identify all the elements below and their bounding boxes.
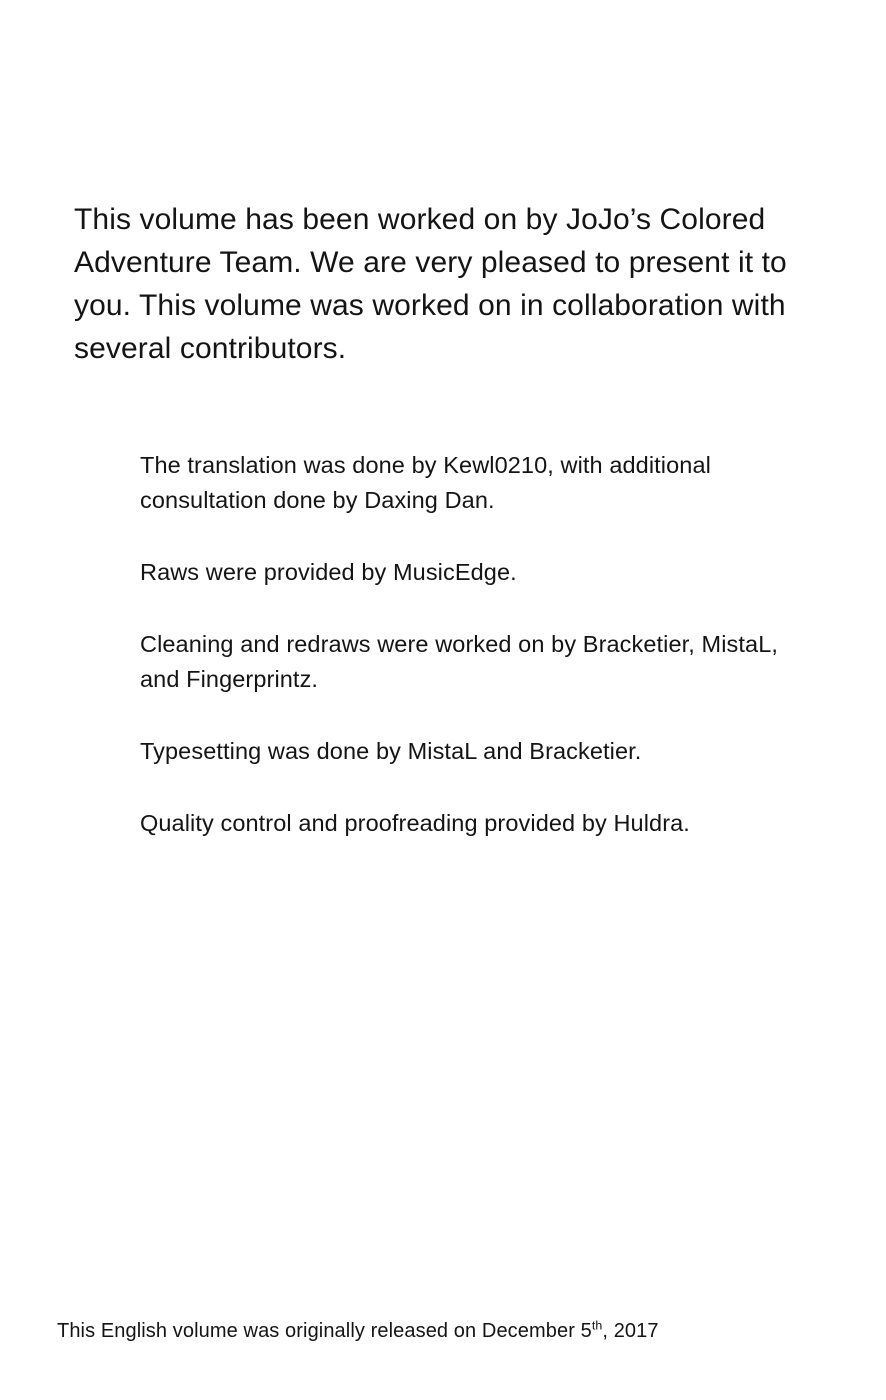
credit-item: Cleaning and redraws were worked on by Bracketier, MistaL, and Fingerprintz. <box>140 630 778 692</box>
release-date-footer <box>57 1317 659 1345</box>
intro-paragraph: This volume has been worked on by JoJo’s Colored Adventure Team. We are very pleased to present it to you. This volume was worked on in collaboration with several contributors. <box>74 203 787 365</box>
credit-item: Raws were provided by MusicEdge. <box>140 558 517 585</box>
footer-text-after: , 2017 <box>602 1320 659 1342</box>
footer-ordinal-suffix: th <box>591 1318 603 1333</box>
credits-list <box>140 424 800 841</box>
footer-text-before: This English volume was originally released on December 5 <box>57 1320 592 1342</box>
credit-item: Typesetting was done by MistaL and Bracketier. <box>140 737 642 764</box>
credit-item: The translation was done by Kewl0210, with additional consultation done by Daxing Dan. <box>140 451 711 513</box>
credit-item: Quality control and proofreading provided by Huldra. <box>140 809 690 836</box>
